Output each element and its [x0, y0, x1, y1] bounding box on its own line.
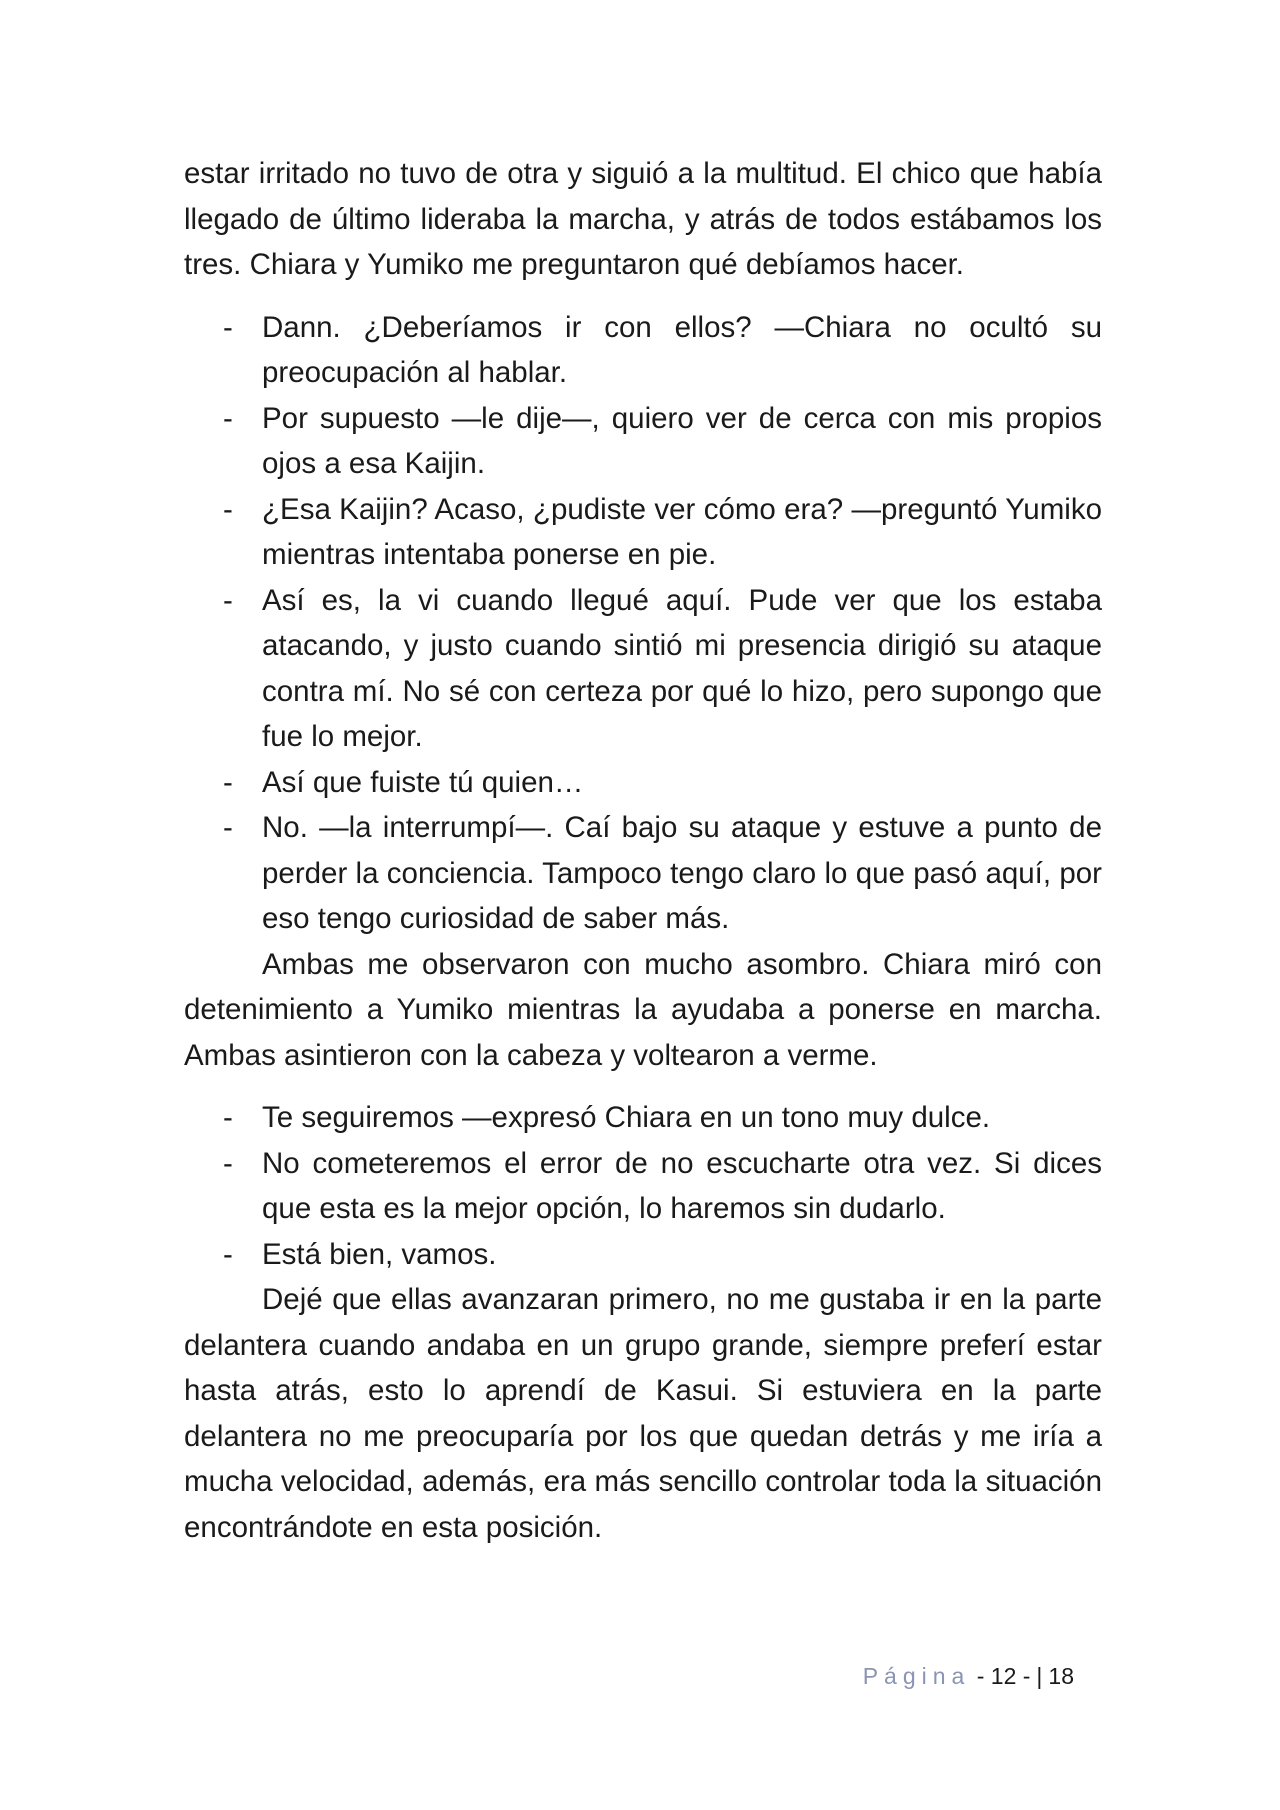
- dash-marker: -: [223, 1146, 233, 1180]
- dialogue-line: [184, 396, 1102, 487]
- dash-marker: -: [223, 1237, 233, 1271]
- dialogue-line: [184, 805, 1102, 942]
- paragraph-2: Ambas me observaron con mucho asombro. Chiara miró con detenimiento a Yumiko mientras la ayudaba a ponerse en marcha. Ambas asintieron con la cabeza y voltearon a verme.: [184, 947, 1102, 1072]
- dialogue-text: ¿Esa Kaijin? Acaso, ¿pudiste ver cómo era? —preguntó Yumiko mientras intentaba ponerse en pie.: [262, 492, 1102, 571]
- dialogue-line: [184, 1141, 1102, 1232]
- dialogue-text: Así es, la vi cuando llegué aquí. Pude ver que los estaba atacando, y justo cuando sintió mi presencia dirigió su ataque contra mí. No sé con certeza por qué lo hizo, pero supongo que fue lo mejor.: [262, 583, 1102, 753]
- dash-marker: -: [223, 811, 233, 844]
- dialogue-line: [184, 305, 1102, 396]
- dialogue-text: Por supuesto —le dije—, quiero ver de cerca con mis propios ojos a esa Kaijin.: [262, 401, 1102, 480]
- dialogue-text: Dann. ¿Deberíamos ir con ellos? —Chiara no ocultó su preocupación al hablar.: [262, 310, 1102, 389]
- dash-marker: -: [223, 492, 233, 526]
- dialogue-line: [184, 1095, 1102, 1141]
- dialogue-line: [184, 487, 1102, 578]
- dash-marker: -: [223, 765, 233, 799]
- dash-marker: -: [223, 583, 233, 617]
- dialogue-text: No cometeremos el error de no escucharte otra vez. Si dices que esta es la mejor opción, lo haremos sin dudarlo.: [262, 1146, 1102, 1225]
- dialogue-line: [184, 1232, 1102, 1278]
- dialogue-list-2: [184, 1095, 1102, 1277]
- paragraph-1: estar irritado no tuvo de otra y siguió a la multitud. El chico que había llegado de último lideraba la marcha, y atrás de todos estábamos los tres. Chiara y Yumiko me preguntaron qué debíamos hacer.: [184, 157, 1102, 281]
- paragraph-3: Dejé que ellas avanzaran primero, no me gustaba ir en la parte delantera cuando andaba en un grupo grande, siempre preferí estar hasta atrás, esto lo aprendí de Kasui. Si estuviera en la parte delantera no me preocuparía por los que quedan detrás y me iría a mucha velocidad, además, era más sencillo controlar toda la situación encontrándote en esta posición.: [184, 1283, 1102, 1544]
- dialogue-text: Así que fuiste tú quien…: [262, 765, 584, 799]
- dialogue-list-1: [184, 305, 1102, 942]
- dialogue-text: No. —la interrumpí—. Caí bajo su ataque y estuve a punto de perder la conciencia. Tampoco tengo claro lo que pasó aquí, por eso tengo curiosidad de saber más.: [262, 811, 1102, 935]
- footer-separator: |: [1036, 1663, 1043, 1689]
- footer-page-label: Página: [862, 1663, 971, 1689]
- dash-marker: -: [223, 401, 233, 435]
- page-footer: [863, 1661, 1074, 1691]
- footer-page-total: 18: [1048, 1663, 1074, 1689]
- dialogue-line: [184, 760, 1102, 806]
- page-body: [184, 151, 1102, 1550]
- dash-marker: -: [223, 310, 233, 344]
- dash-marker: -: [223, 1101, 233, 1134]
- dialogue-text: Está bien, vamos.: [262, 1237, 497, 1271]
- dialogue-line: [184, 578, 1102, 760]
- dialogue-text: Te seguiremos —expresó Chiara en un tono muy dulce.: [262, 1101, 991, 1134]
- footer-page-number: - 12 -: [976, 1663, 1031, 1689]
